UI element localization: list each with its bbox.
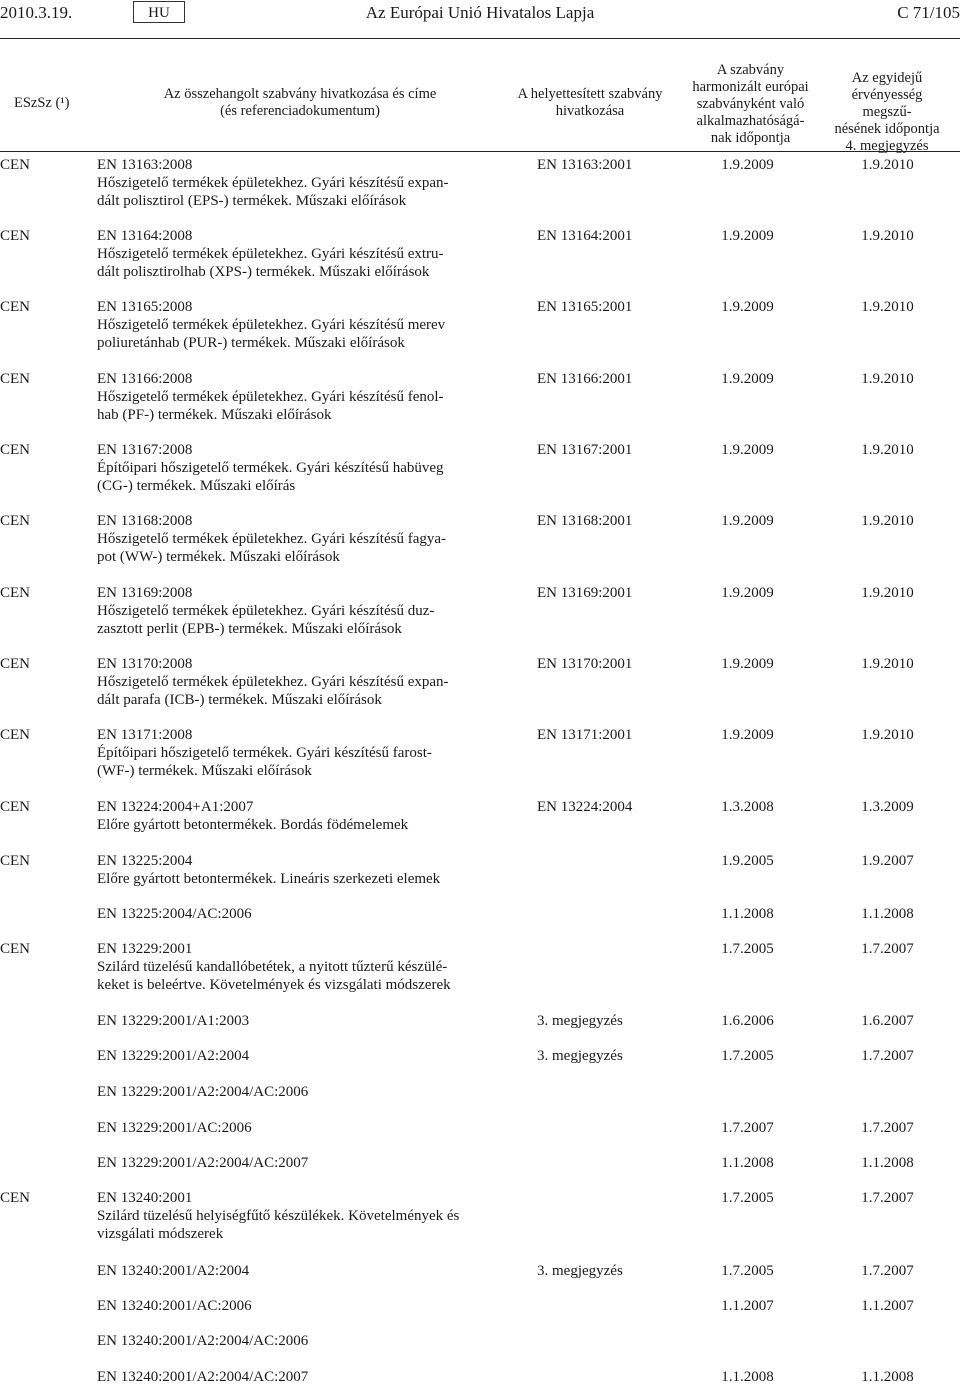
standard-reference-cell bbox=[97, 726, 492, 780]
superseded-standard-cell: 3. megjegyzés bbox=[537, 1263, 623, 1279]
applicability-date-cell: 1.1.2007 bbox=[721, 1298, 774, 1314]
standard-reference-line: keket is beleértve. Követelmények és vizsgálati módszerek bbox=[97, 977, 451, 993]
publication-date: 2010.3.19. bbox=[0, 3, 73, 22]
applicability-date-cell: 1.7.2007 bbox=[721, 1120, 774, 1136]
applicability-date-cell: 1.1.2008 bbox=[721, 1369, 774, 1385]
column-header-org: ESzSz (¹) bbox=[14, 95, 70, 111]
standard-reference-cell bbox=[97, 1189, 492, 1243]
superseded-standard-cell: EN 13167:2001 bbox=[537, 442, 633, 458]
standard-reference-cell bbox=[97, 798, 492, 834]
standard-reference-line: EN 13229:2001/A2:2004/AC:2006 bbox=[97, 1084, 309, 1100]
standard-reference-cell bbox=[97, 1332, 492, 1350]
applicability-date-cell: 1.9.2009 bbox=[721, 585, 774, 601]
cessation-date-cell: 1.1.2008 bbox=[861, 1155, 914, 1171]
standard-reference-line: dált polisztirol (EPS-) termékek. Műszaki előírások bbox=[97, 193, 407, 209]
standard-reference-line: Előre gyártott betontermékek. Lineáris szerkezeti elemek bbox=[97, 871, 441, 887]
standards-body-cell: CEN bbox=[0, 727, 30, 743]
standard-reference-cell bbox=[97, 1368, 492, 1386]
cessation-date-cell: 1.9.2010 bbox=[861, 656, 914, 672]
applicability-date-cell: 1.9.2005 bbox=[721, 853, 774, 869]
standard-reference-line: pot (WW-) termékek. Műszaki előírások bbox=[97, 549, 340, 565]
superseded-standard-cell: EN 13166:2001 bbox=[537, 371, 633, 387]
standard-reference-cell bbox=[97, 156, 492, 210]
standard-reference-line: EN 13240:2001/A2:2004/AC:2007 bbox=[97, 1369, 309, 1385]
standard-reference-line: Hőszigetelő termékek épületekhez. Gyári készítésű extru- bbox=[97, 246, 444, 262]
standards-body-cell: CEN bbox=[0, 513, 30, 529]
standard-reference-cell bbox=[97, 512, 492, 566]
superseded-standard-cell: 3. megjegyzés bbox=[537, 1013, 623, 1029]
cessation-date-cell: 1.9.2007 bbox=[861, 853, 914, 869]
superseded-standard-cell: EN 13224:2004 bbox=[537, 799, 633, 815]
column-header-cessation-date: Az egyidejű érvényesség megszű- nésének időpontja 4. megjegyzés bbox=[834, 70, 940, 154]
cessation-date-cell: 1.7.2007 bbox=[861, 1190, 914, 1206]
applicability-date-cell: 1.7.2005 bbox=[721, 1048, 774, 1064]
standard-reference-cell bbox=[97, 227, 492, 281]
superseded-standard-cell: EN 13165:2001 bbox=[537, 299, 633, 315]
cessation-date-cell: 1.7.2007 bbox=[861, 1120, 914, 1136]
standard-reference-line: Építőipari hőszigetelő termékek. Gyári készítésű farost- bbox=[97, 745, 432, 761]
standard-reference-line: vizsgálati módszerek bbox=[97, 1226, 224, 1242]
applicability-date-cell: 1.9.2009 bbox=[721, 371, 774, 387]
standard-reference-line: EN 13240:2001/A2:2004/AC:2006 bbox=[97, 1333, 309, 1349]
standard-reference-line: Hőszigetelő termékek épületekhez. Gyári készítésű expan- bbox=[97, 674, 449, 690]
standard-reference-line: Szilárd tüzelésű kandallóbetétek, a nyitott tűzterű készülé- bbox=[97, 959, 448, 975]
standard-reference-line: EN 13240:2001 bbox=[97, 1190, 193, 1206]
cessation-date-cell: 1.9.2010 bbox=[861, 442, 914, 458]
applicability-date-cell: 1.6.2006 bbox=[721, 1013, 774, 1029]
cessation-date-cell: 1.1.2007 bbox=[861, 1298, 914, 1314]
applicability-date-cell: 1.9.2009 bbox=[721, 228, 774, 244]
standards-body-cell: CEN bbox=[0, 941, 30, 957]
standards-body-cell: CEN bbox=[0, 157, 30, 173]
standard-reference-cell bbox=[97, 655, 492, 709]
cessation-date-cell: 1.9.2010 bbox=[861, 585, 914, 601]
standard-reference-line: Hőszigetelő termékek épületekhez. Gyári készítésű fagya- bbox=[97, 531, 447, 547]
column-header-reference: Az összehangolt szabvány hivatkozása és címe (és referenciadokumentum) bbox=[163, 86, 437, 119]
applicability-date-cell: 1.9.2009 bbox=[721, 727, 774, 743]
cessation-date-cell: 1.1.2008 bbox=[861, 906, 914, 922]
superseded-standard-cell: EN 13171:2001 bbox=[537, 727, 633, 743]
standard-reference-line: EN 13171:2008 bbox=[97, 727, 193, 743]
standard-reference-line: EN 13225:2004/AC:2006 bbox=[97, 906, 252, 922]
standard-reference-line: EN 13240:2001/A2:2004 bbox=[97, 1263, 250, 1279]
superseded-standard-cell: EN 13163:2001 bbox=[537, 157, 633, 173]
standard-reference-line: EN 13229:2001/A2:2004/AC:2007 bbox=[97, 1155, 309, 1171]
standard-reference-line: Előre gyártott betontermékek. Bordás födémelemek bbox=[97, 817, 409, 833]
standard-reference-line: hab (PF-) termékek. Műszaki előírások bbox=[97, 407, 332, 423]
standard-reference-line: dált parafa (ICB-) termékek. Műszaki előírások bbox=[97, 692, 382, 708]
standard-reference-line: (WF-) termékek. Műszaki előírások bbox=[97, 763, 312, 779]
cessation-date-cell: 1.9.2010 bbox=[861, 513, 914, 529]
applicability-date-cell: 1.1.2008 bbox=[721, 906, 774, 922]
standards-body-cell: CEN bbox=[0, 1190, 30, 1206]
applicability-date-cell: 1.9.2009 bbox=[721, 513, 774, 529]
standard-reference-cell bbox=[97, 905, 492, 923]
applicability-date-cell: 1.7.2005 bbox=[721, 1263, 774, 1279]
standard-reference-cell bbox=[97, 298, 492, 352]
superseded-standard-cell: EN 13170:2001 bbox=[537, 656, 633, 672]
standard-reference-line: EN 13166:2008 bbox=[97, 371, 193, 387]
applicability-date-cell: 1.7.2005 bbox=[721, 941, 774, 957]
applicability-date-cell: 1.7.2005 bbox=[721, 1190, 774, 1206]
page-number: C 71/105 bbox=[897, 3, 960, 22]
cessation-date-cell: 1.9.2010 bbox=[861, 727, 914, 743]
standard-reference-line: Hőszigetelő termékek épületekhez. Gyári készítésű expan- bbox=[97, 175, 449, 191]
cessation-date-cell: 1.6.2007 bbox=[861, 1013, 914, 1029]
standard-reference-line: EN 13224:2004+A1:2007 bbox=[97, 799, 254, 815]
standard-reference-line: EN 13229:2001/AC:2006 bbox=[97, 1120, 252, 1136]
applicability-date-cell: 1.9.2009 bbox=[721, 656, 774, 672]
standard-reference-line: Szilárd tüzelésű helyiségfűtő készülékek. Követelmények és bbox=[97, 1208, 460, 1224]
applicability-date-cell: 1.3.2008 bbox=[721, 799, 774, 815]
journal-title: Az Európai Unió Hivatalos Lapja bbox=[365, 3, 595, 22]
standards-body-cell: CEN bbox=[0, 299, 30, 315]
standard-reference-line: poliuretánhab (PUR-) termékek. Műszaki előírások bbox=[97, 335, 405, 351]
applicability-date-cell: 1.1.2008 bbox=[721, 1155, 774, 1171]
cessation-date-cell: 1.7.2007 bbox=[861, 941, 914, 957]
standards-body-cell: CEN bbox=[0, 442, 30, 458]
cessation-date-cell: 1.3.2009 bbox=[861, 799, 914, 815]
standard-reference-cell bbox=[97, 1012, 492, 1030]
standard-reference-cell bbox=[97, 1262, 492, 1280]
standard-reference-line: EN 13169:2008 bbox=[97, 585, 193, 601]
applicability-date-cell: 1.9.2009 bbox=[721, 442, 774, 458]
superseded-standard-cell: EN 13168:2001 bbox=[537, 513, 633, 529]
standard-reference-line: EN 13225:2004 bbox=[97, 853, 193, 869]
standard-reference-line: EN 13165:2008 bbox=[97, 299, 193, 315]
cessation-date-cell: 1.1.2008 bbox=[861, 1369, 914, 1385]
standard-reference-line: Hőszigetelő termékek épületekhez. Gyári készítésű duz- bbox=[97, 603, 435, 619]
language-badge: HU bbox=[133, 1, 185, 23]
standard-reference-line: EN 13240:2001/AC:2006 bbox=[97, 1298, 252, 1314]
standards-body-cell: CEN bbox=[0, 585, 30, 601]
cessation-date-cell: 1.7.2007 bbox=[861, 1048, 914, 1064]
cessation-date-cell: 1.9.2010 bbox=[861, 299, 914, 315]
standard-reference-line: EN 13168:2008 bbox=[97, 513, 193, 529]
standard-reference-cell bbox=[97, 370, 492, 424]
standard-reference-cell bbox=[97, 1297, 492, 1315]
standard-reference-line: Építőipari hőszigetelő termékek. Gyári készítésű habüveg bbox=[97, 460, 444, 476]
applicability-date-cell: 1.9.2009 bbox=[721, 299, 774, 315]
standard-reference-cell bbox=[97, 1083, 492, 1101]
standard-reference-line: EN 13229:2001/A1:2003 bbox=[97, 1013, 250, 1029]
standard-reference-cell bbox=[97, 1119, 492, 1137]
cessation-date-cell: 1.9.2010 bbox=[861, 157, 914, 173]
standard-reference-line: dált polisztirolhab (XPS-) termékek. Műszaki előírások bbox=[97, 264, 430, 280]
applicability-date-cell: 1.9.2009 bbox=[721, 157, 774, 173]
standards-body-cell: CEN bbox=[0, 853, 30, 869]
standard-reference-cell bbox=[97, 940, 492, 994]
standards-body-cell: CEN bbox=[0, 228, 30, 244]
column-header-applicability-date: A szabvány harmonizált európai szabványként való alkalmazhatóságá- nak időpontja bbox=[692, 62, 809, 146]
standard-reference-line: Hőszigetelő termékek épületekhez. Gyári készítésű fenol- bbox=[97, 389, 444, 405]
standard-reference-line: EN 13170:2008 bbox=[97, 656, 193, 672]
superseded-standard-cell: 3. megjegyzés bbox=[537, 1048, 623, 1064]
standard-reference-line: (CG-) termékek. Műszaki előírás bbox=[97, 478, 296, 494]
cessation-date-cell: 1.7.2007 bbox=[861, 1263, 914, 1279]
standard-reference-line: EN 13229:2001/A2:2004 bbox=[97, 1048, 250, 1064]
standards-body-cell: CEN bbox=[0, 799, 30, 815]
standards-body-cell: CEN bbox=[0, 371, 30, 387]
superseded-standard-cell: EN 13169:2001 bbox=[537, 585, 633, 601]
cessation-date-cell: 1.9.2010 bbox=[861, 371, 914, 387]
standard-reference-cell bbox=[97, 584, 492, 638]
standard-reference-cell bbox=[97, 1047, 492, 1065]
standard-reference-cell bbox=[97, 441, 492, 495]
standard-reference-cell bbox=[97, 852, 492, 888]
standard-reference-line: EN 13164:2008 bbox=[97, 228, 193, 244]
standards-body-cell: CEN bbox=[0, 656, 30, 672]
cessation-date-cell: 1.9.2010 bbox=[861, 228, 914, 244]
standard-reference-line: EN 13229:2001 bbox=[97, 941, 193, 957]
superseded-standard-cell: EN 13164:2001 bbox=[537, 228, 633, 244]
column-header-superseded: A helyettesített szabvány hivatkozása bbox=[517, 86, 663, 119]
standard-reference-line: EN 13167:2008 bbox=[97, 442, 193, 458]
standard-reference-cell bbox=[97, 1154, 492, 1172]
standard-reference-line: EN 13163:2008 bbox=[97, 157, 193, 173]
standard-reference-line: zasztott perlit (EPB-) termékek. Műszaki előírások bbox=[97, 621, 402, 637]
standard-reference-line: Hőszigetelő termékek épületekhez. Gyári készítésű merev bbox=[97, 317, 446, 333]
